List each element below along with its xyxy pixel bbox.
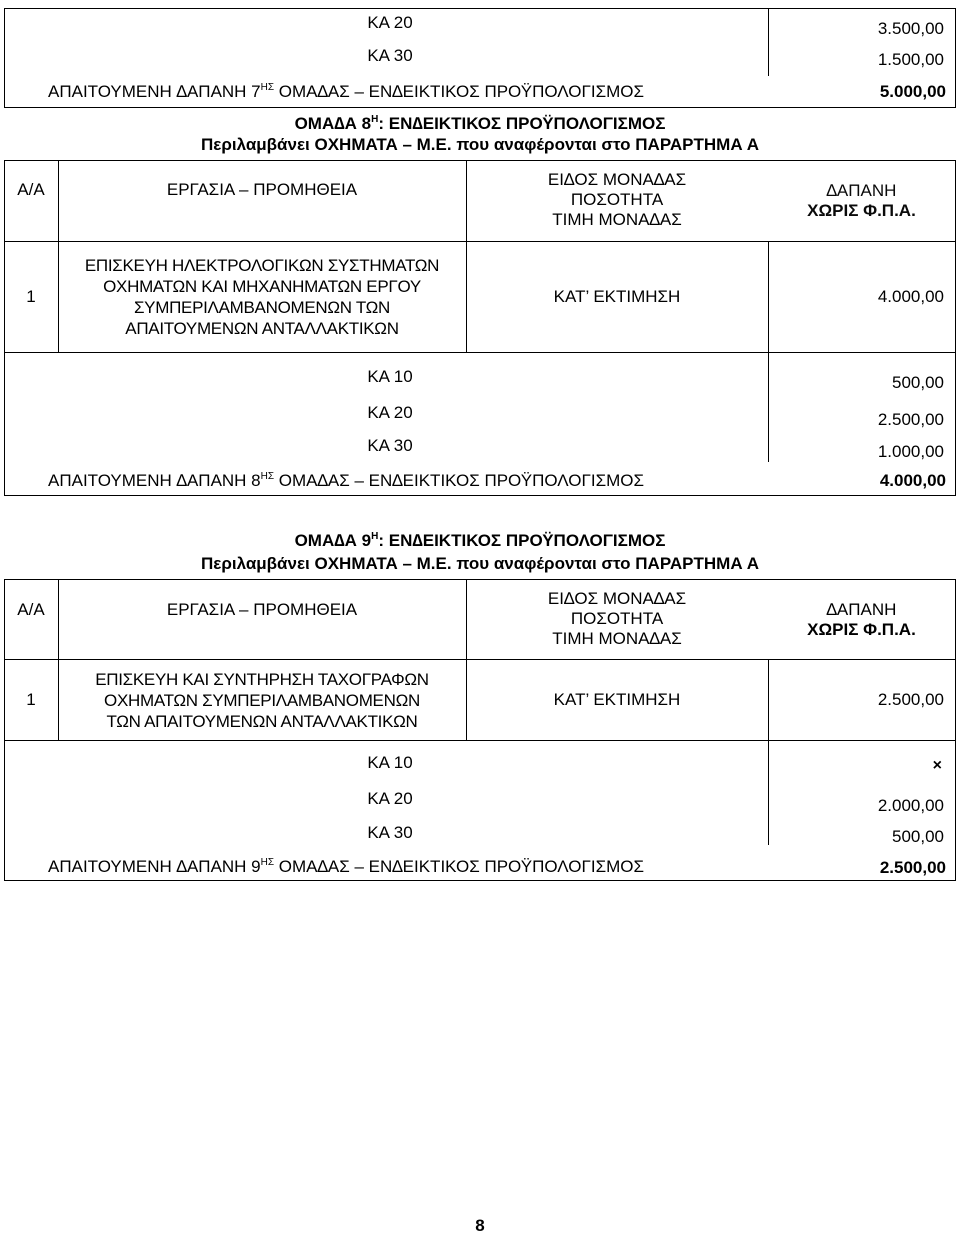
group-title: ΟΜΑ∆Α $9^H$: ΕΝ∆ΕΙΚΤΙΚΟΣ ΠΡΟΫΠΟΛΟΓΙΣΜΟΣ bbox=[294, 531, 666, 550]
row-label: ΚΑ 30 bbox=[367, 436, 413, 455]
item-aa: 1 bbox=[26, 690, 36, 709]
item-unit: ΚΑΤ’ ΕΚΤΙΜΗΣΗ bbox=[553, 690, 681, 709]
row-value: 3.500,00 bbox=[877, 19, 944, 38]
row-value: 1.000,00 bbox=[877, 442, 944, 461]
row-label: ΚΑ 20 bbox=[367, 13, 413, 32]
header-unit: ΕΙ∆ΟΣ ΜΟΝΑ∆ΑΣ ΠΟΣΟΤΗΤΑ ΤΙΜΗ ΜΟΝΑ∆ΑΣ bbox=[547, 589, 687, 648]
item-aa: 1 bbox=[26, 287, 36, 306]
total-label: ΑΠΑΙΤΟΥΜΕΝΗ ∆ΑΠΑΝΗ $9^{H\Sigma}$ ΟΜΑ∆ΑΣ – ΕΝ∆ΕΙΚΤΙΚΟΣ ΠΡΟΫΠΟΛΟΓΙΣΜΟΣ bbox=[48, 857, 644, 876]
header-unit: ΕΙ∆ΟΣ ΜΟΝΑ∆ΑΣ ΠΟΣΟΤΗΤΑ ΤΙΜΗ ΜΟΝΑ∆ΑΣ bbox=[547, 170, 687, 229]
row-label: ΚΑ 30 bbox=[367, 823, 413, 842]
header-work: ΕΡΓΑΣΙΑ – ΠΡΟΜΗΘΕΙΑ bbox=[166, 600, 358, 619]
item-cost: 2.500,00 bbox=[877, 690, 944, 709]
group-subtitle: Περιλαμβάνει ΟΧΗΜΑΤΑ – Μ.Ε. που αναφέρονται στο ΠΑΡΑΡΤΗΜΑ Α bbox=[201, 554, 759, 573]
header-aa: Α/Α bbox=[17, 180, 45, 199]
row-label: ΚΑ 20 bbox=[367, 403, 413, 422]
header-work: ΕΡΓΑΣΙΑ – ΠΡΟΜΗΘΕΙΑ bbox=[166, 180, 358, 199]
row-label: ΚΑ 20 bbox=[367, 789, 413, 808]
row-label: ΚΑ 30 bbox=[367, 46, 413, 65]
item-work: ΕΠΙΣΚΕΥΗ ΗΛΕΚΤΡΟΛΟΓΙΚΩΝ ΣΥΣΤΗΜΑΤΩΝ ΟΧΗΜΑΤΩΝ ΚΑΙ ΜΗΧΑΝΗΜΑΤΩΝ ΕΡΓΟΥ ΣΥΜΠΕΡΙΛΑΜΒΑΝΟΜΕΝΩΝ ΤΩΝ ΑΠΑΙΤΟΥΜΕΝΩΝ ΑΝΤΑΛΛΑΚΤΙΚΩΝ bbox=[84, 256, 440, 338]
row-value: × bbox=[932, 757, 942, 774]
group-title: ΟΜΑ∆Α $8^H$: ΕΝ∆ΕΙΚΤΙΚΟΣ ΠΡΟΫΠΟΛΟΓΙΣΜΟΣ bbox=[294, 114, 666, 133]
row-value: 2.000,00 bbox=[877, 796, 944, 815]
row-value: 500,00 bbox=[892, 827, 944, 846]
group-subtitle: Περιλαμβάνει ΟΧΗΜΑΤΑ – Μ.Ε. που αναφέρονται στο ΠΑΡΑΡΤΗΜΑ Α bbox=[201, 135, 759, 154]
page-number: 8 bbox=[475, 1216, 485, 1235]
total-label: ΑΠΑΙΤΟΥΜΕΝΗ ∆ΑΠΑΝΗ $7^{H\Sigma}$ ΟΜΑ∆ΑΣ – ΕΝ∆ΕΙΚΤΙΚΟΣ ΠΡΟΫΠΟΛΟΓΙΣΜΟΣ bbox=[48, 82, 644, 101]
total-value: 4.000,00 bbox=[879, 471, 946, 490]
total-value: 2.500,00 bbox=[879, 858, 946, 877]
header-cost: ∆ΑΠΑΝΗ ΧΩΡΙΣ Φ.Π.Α. bbox=[807, 181, 916, 220]
total-label: ΑΠΑΙΤΟΥΜΕΝΗ ∆ΑΠΑΝΗ $8^{H\Sigma}$ ΟΜΑ∆ΑΣ – ΕΝ∆ΕΙΚΤΙΚΟΣ ΠΡΟΫΠΟΛΟΓΙΣΜΟΣ bbox=[48, 471, 644, 490]
row-value: 2.500,00 bbox=[877, 410, 944, 429]
item-unit: ΚΑΤ’ ΕΚΤΙΜΗΣΗ bbox=[553, 287, 681, 306]
row-label: ΚΑ 10 bbox=[367, 753, 413, 772]
row-value: 500,00 bbox=[892, 373, 944, 392]
header-aa: Α/Α bbox=[17, 600, 45, 619]
row-value: 1.500,00 bbox=[877, 50, 944, 69]
total-value: 5.000,00 bbox=[879, 82, 946, 101]
row-label: ΚΑ 10 bbox=[367, 367, 413, 386]
item-work: ΕΠΙΣΚΕΥΗ ΚΑΙ ΣΥΝΤΗΡΗΣΗ ΤΑΧΟΓΡΑΦΩΝ ΟΧΗΜΑΤΩΝ ΣΥΜΠΕΡΙΛΑΜΒΑΝΟΜΕΝΩΝ ΤΩΝ ΑΠΑΙΤΟΥΜΕΝΩΝ ΑΝΤΑΛΛΑΚΤΙΚΩΝ bbox=[95, 669, 429, 731]
item-cost: 4.000,00 bbox=[877, 287, 944, 306]
header-cost: ∆ΑΠΑΝΗ ΧΩΡΙΣ Φ.Π.Α. bbox=[807, 599, 916, 639]
